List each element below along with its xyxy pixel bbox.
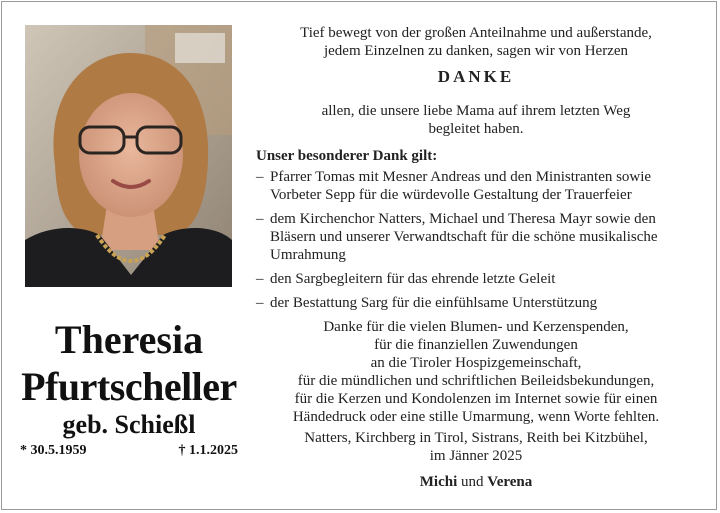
thanks-line: für die mündlichen und schriftlichen Beileidsbekundungen,	[297, 373, 655, 389]
thanks-list	[256, 168, 696, 318]
danke-heading: DANKE	[437, 67, 515, 86]
intro-text	[256, 24, 696, 60]
list-item	[256, 210, 696, 264]
thanks-line: für die finanziellen Zuwendungen	[374, 337, 578, 353]
dash-bullet: –	[256, 295, 264, 311]
list-item	[256, 294, 696, 312]
thanks-line: an die Tiroler Hospizgemeinschaft,	[370, 355, 582, 371]
portrait-photo	[25, 25, 232, 287]
after-line: allen, die unsere liebe Mama auf ihrem letzten Weg	[321, 103, 631, 119]
dash-bullet: –	[256, 169, 264, 185]
signer-name: Michi	[419, 474, 458, 490]
signer-and: und	[461, 474, 484, 490]
after-text	[256, 102, 696, 138]
thanks-line: für die Kerzen und Kondolenzen im Internet sowie für einen	[294, 391, 658, 407]
dash-bullet: –	[256, 211, 264, 227]
after-line: begleitet haben.	[428, 121, 524, 137]
life-dates	[20, 443, 238, 459]
signature	[256, 473, 696, 491]
list-item-text: Pfarrer Tomas mit Mesner Andreas und den Ministranten sowie Vorbeter Sepp für die würdevolle Gestaltung der Trauerfeier	[270, 169, 652, 203]
birth-date: * 30.5.1959	[20, 443, 87, 458]
special-thanks-heading: Unser besonderer Dank gilt:	[256, 148, 438, 164]
deceased-birth-name: geb. Schießl	[62, 410, 196, 439]
place-date	[256, 429, 696, 465]
signer-name: Verena	[487, 474, 533, 490]
date-line: im Jänner 2025	[429, 448, 523, 464]
thanks-line: Händedruck oder eine stille Umarmung, wenn Worte fehlten.	[292, 409, 660, 425]
intro-line: Tief bewegt von der großen Anteilnahme und außerstande,	[300, 25, 652, 41]
deceased-last-name: Pfurtscheller	[21, 364, 237, 409]
thanks-line: Danke für die vielen Blumen- und Kerzenspenden,	[323, 319, 629, 335]
intro-line: jedem Einzelnen zu danken, sagen wir von Herzen	[323, 43, 629, 59]
list-item-text: der Bestattung Sarg für die einfühlsame Unterstützung	[270, 295, 598, 311]
death-date: † 1.1.2025	[178, 443, 238, 458]
list-item	[256, 270, 696, 288]
list-item-text: dem Kirchenchor Natters, Michael und Theresa Mayr sowie den Bläsern und unserer Verwandtschaft für die schöne musikalische Umrahmung	[270, 211, 658, 263]
general-thanks	[256, 318, 696, 426]
deceased-first-name: Theresia	[54, 317, 204, 362]
list-item-text: den Sargbegleitern für das ehrende letzte Geleit	[270, 271, 556, 287]
place-line: Natters, Kirchberg in Tirol, Sistrans, Reith bei Kitzbühel,	[304, 430, 648, 446]
dash-bullet: –	[256, 271, 264, 287]
list-item	[256, 168, 696, 204]
